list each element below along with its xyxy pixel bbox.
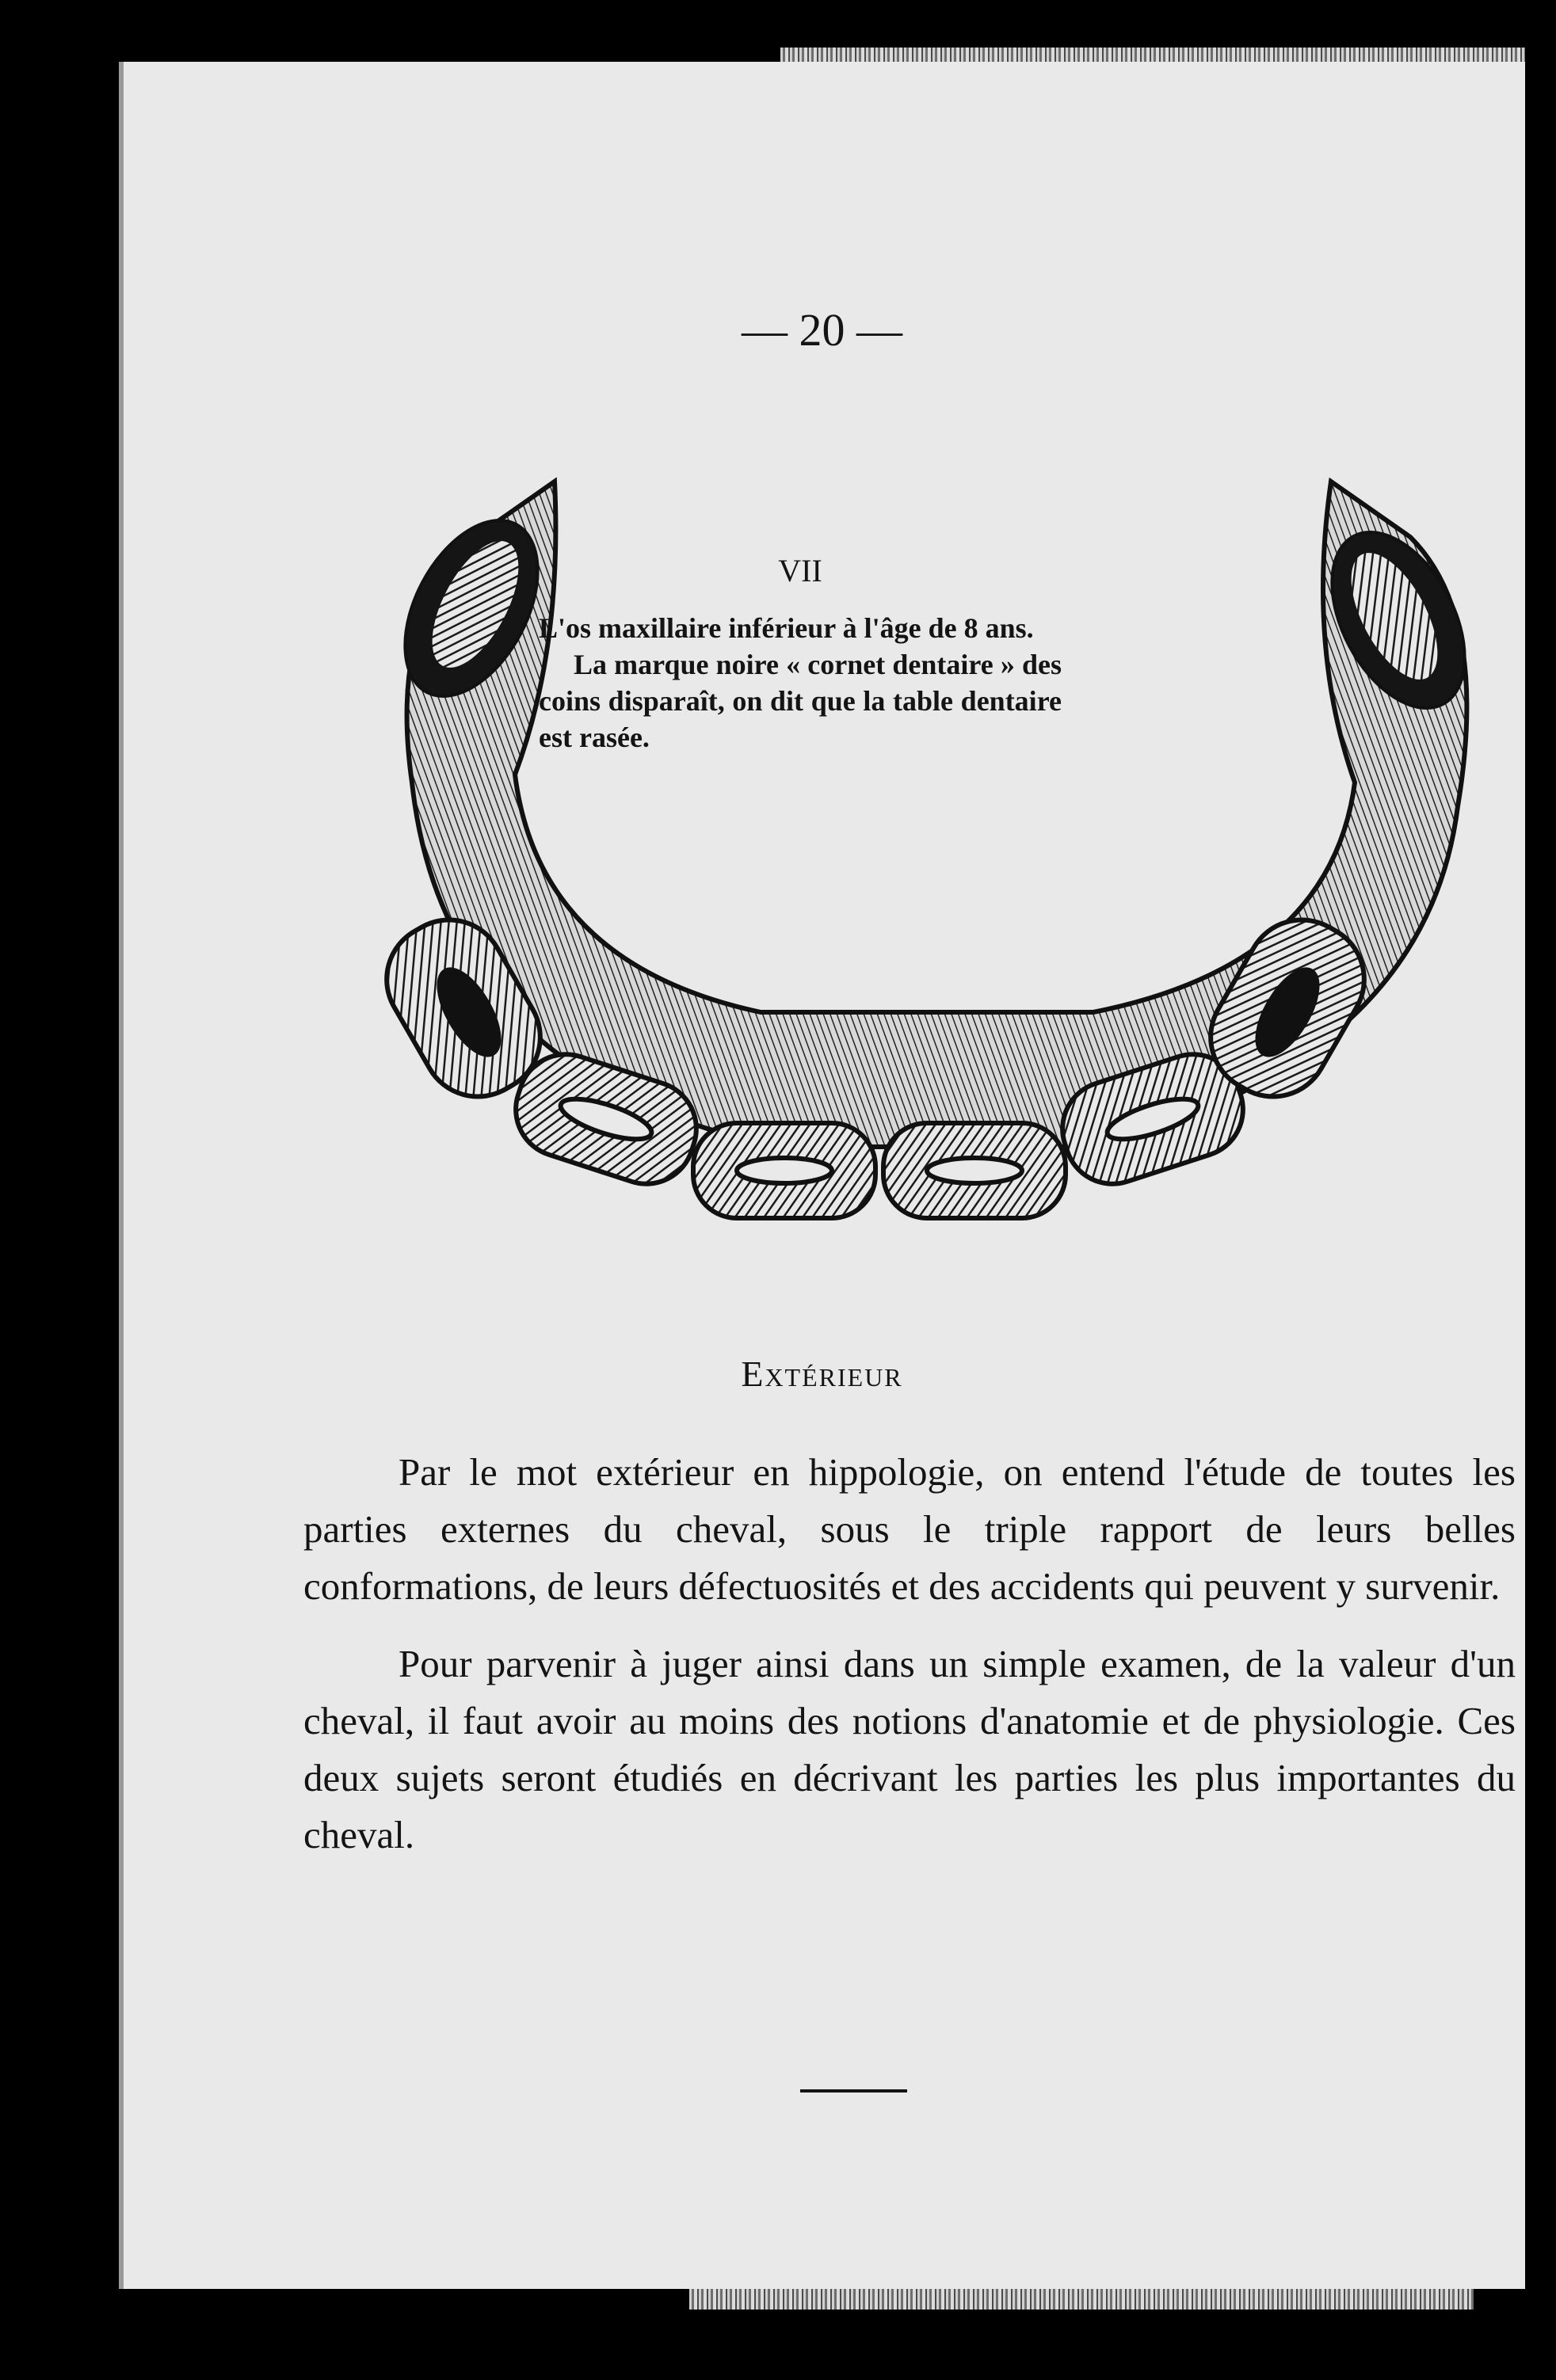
end-rule bbox=[800, 2089, 907, 2092]
paragraph-1: Par le mot extérieur en hippologie, on entend l'étude de toutes les parties externes du cheval, sous le triple rapport de leurs belles conformations, de leurs défectuosités et des accidents qui peuvent y survenir. bbox=[303, 1450, 1516, 1608]
section-title: Extérieur bbox=[741, 1354, 903, 1394]
scan-edge-bottom bbox=[689, 2289, 1474, 2310]
paragraph-2: Pour parvenir à juger ainsi dans un simple examen, de la valeur d'un cheval, il faut avoir au moins des notions d'anatomie et de physiologie. Ces deux sujets seront étudiés en décrivant les parties les plus importantes du cheval. bbox=[303, 1642, 1516, 1856]
page-number: — 20 — bbox=[742, 304, 902, 356]
book-page bbox=[119, 62, 1525, 2289]
figure-number: VII bbox=[778, 553, 822, 588]
jaw-teeth-illustration bbox=[380, 410, 1489, 1281]
caption-line-1: L'os maxillaire inférieur à l'âge de 8 ans. bbox=[539, 612, 1034, 644]
figure-caption bbox=[539, 553, 1062, 756]
caption-line-2: La marque noire « cornet dentaire » des coins disparaît, on dit que la table dentaire est rasée. bbox=[539, 649, 1062, 753]
body-text bbox=[303, 1444, 1516, 1884]
